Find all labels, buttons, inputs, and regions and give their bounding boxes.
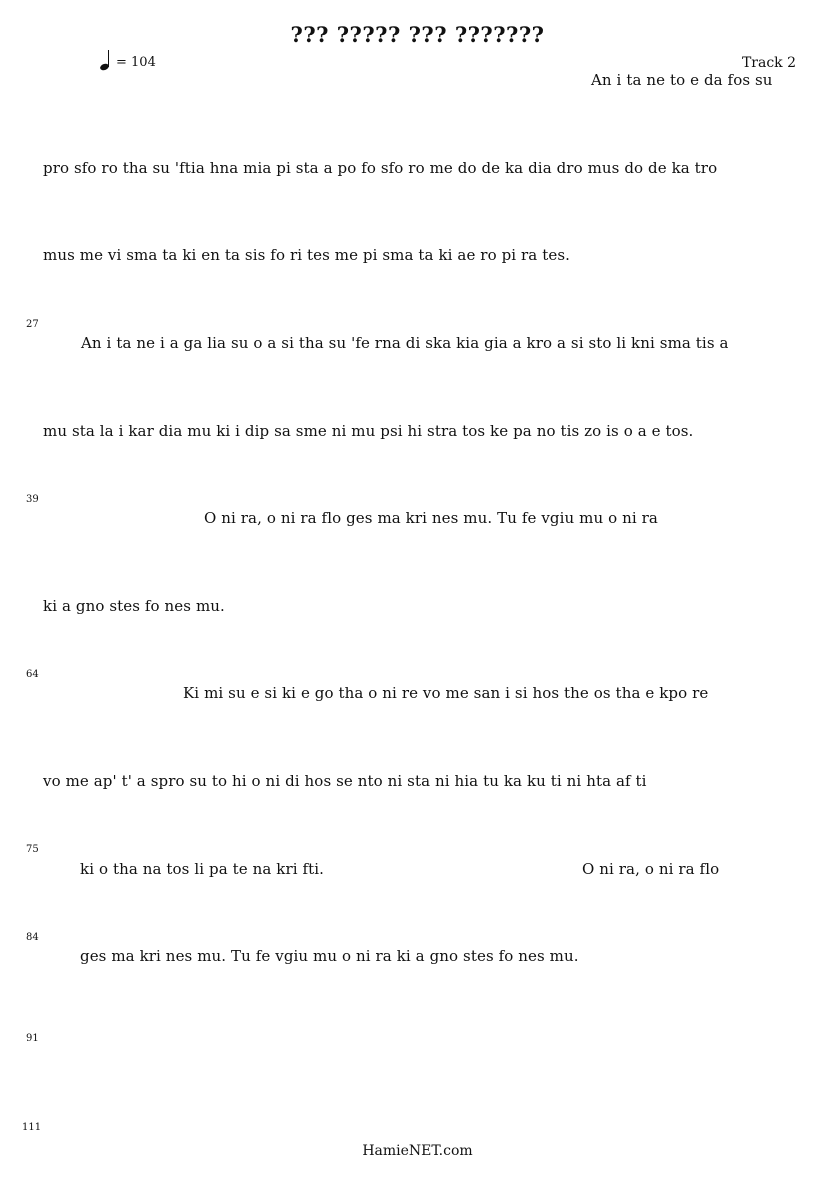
lyric-line-6: O ni ra, o ni ra flo ges ma kri nes mu. Tu fe vgiu mu o ni ra bbox=[204, 509, 658, 527]
lyric-line-10a: ki o tha na tos li pa te na kri fti. bbox=[80, 860, 325, 878]
measure-number: 64 bbox=[26, 669, 39, 680]
lyric-line-8: Ki mi su e si ki e go tha o ni re vo me san i si hos the os tha e kpo re bbox=[183, 684, 709, 702]
quarter-note-icon bbox=[100, 50, 113, 70]
lyric-line-5: mu sta la i kar dia mu ki i dip sa sme ni mu psi hi stra tos ke pa no tis zo is o a e tos. bbox=[43, 422, 694, 440]
lyric-line-1: An i ta ne to e da fos su bbox=[591, 71, 773, 89]
lyric-line-9: vo me ap' t' a spro su to hi o ni di hos se nto ni sta ni hia tu ka ku ti ni hta af ti bbox=[43, 772, 647, 790]
lyric-line-10b: O ni ra, o ni ra flo bbox=[582, 860, 720, 878]
lyric-line-3: mus me vi sma ta ki en ta sis fo ri tes me pi sma ta ki ae ro pi ra tes. bbox=[43, 246, 570, 264]
lyric-line-2: pro sfo ro tha su 'ftia hna mia pi sta a po fo sfo ro me do de ka dia dro mus do de ka tro bbox=[43, 159, 718, 177]
measure-number: 27 bbox=[26, 319, 39, 330]
measure-number: 39 bbox=[26, 494, 39, 505]
measure-number: 91 bbox=[26, 1033, 39, 1044]
measure-number: 111 bbox=[22, 1122, 42, 1133]
footer-site: HamieNET.com bbox=[362, 1143, 473, 1159]
tempo-marking bbox=[100, 50, 156, 70]
lyric-line-11: ges ma kri nes mu. Tu fe vgiu mu o ni ra ki a gno stes fo nes mu. bbox=[80, 947, 579, 965]
score-title: ??? ????? ??? ??????? bbox=[290, 22, 545, 47]
measure-number: 75 bbox=[26, 844, 39, 855]
lyric-line-4: An i ta ne i a ga lia su o a si tha su 'fe rna di ska kia gia a kro a si sto li kni sma tis a bbox=[81, 334, 729, 352]
lyric-line-7: ki a gno stes fo nes mu. bbox=[43, 597, 225, 615]
tempo-value: = 104 bbox=[116, 55, 156, 70]
track-label: Track 2 bbox=[741, 55, 796, 71]
measure-number: 84 bbox=[26, 932, 39, 943]
